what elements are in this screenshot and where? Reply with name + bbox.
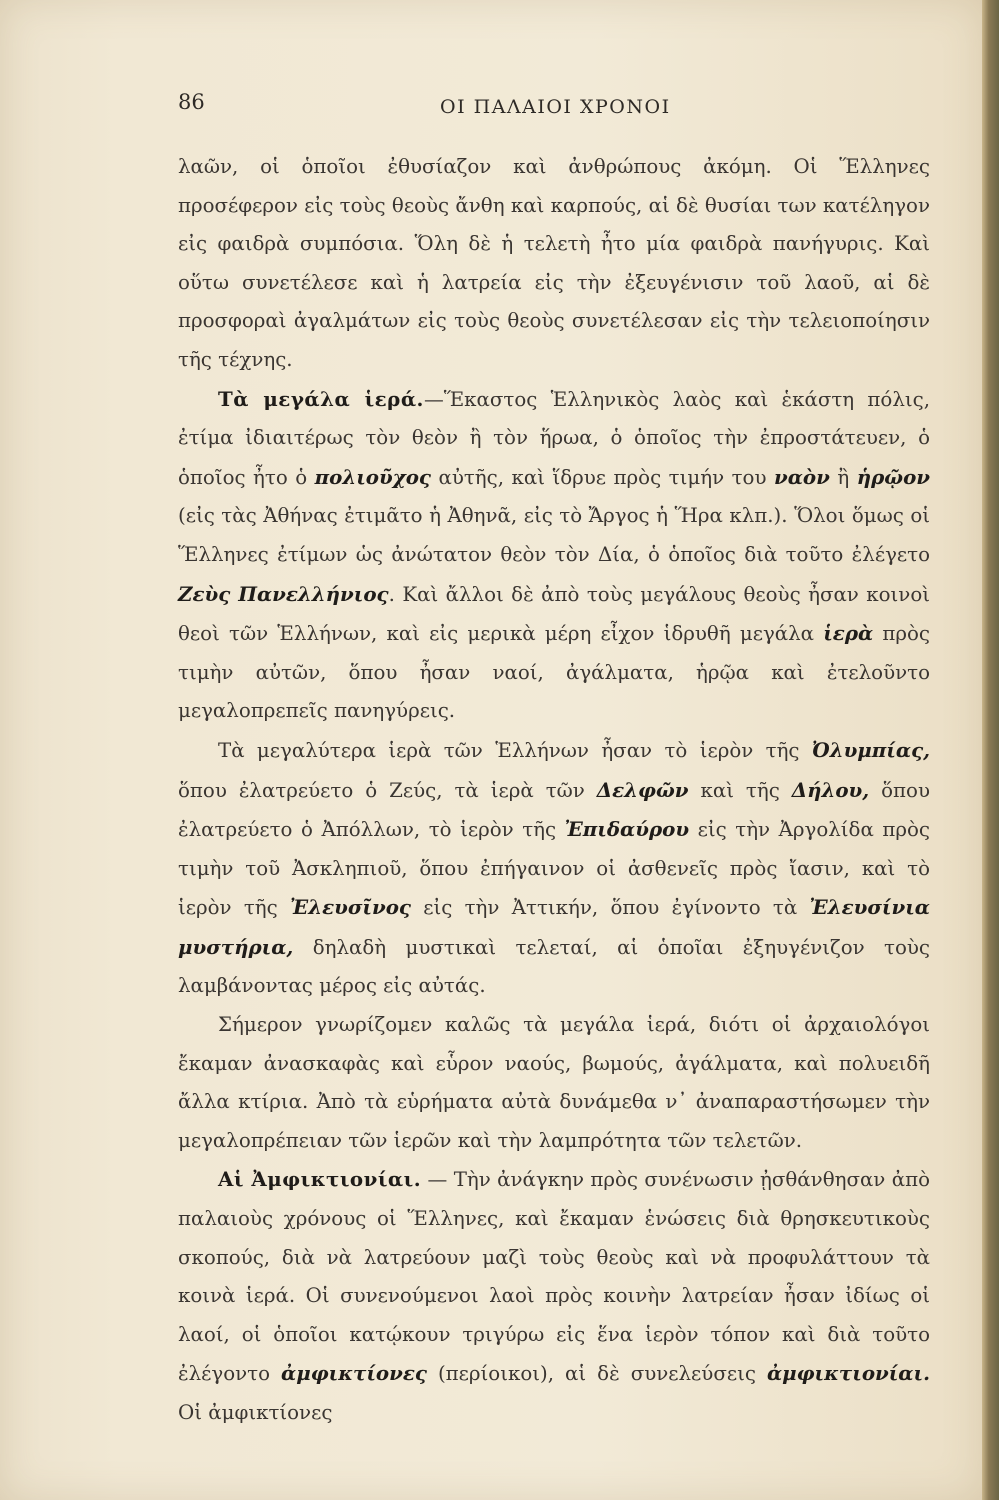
paragraph-4 <box>178 1006 930 1160</box>
text-run: εἰς τὴν Ἀργολίδα πρὸς τιμὴν τοῦ Ἀσκληπιοῦ, ὅπου ἐπήγαινον οἱ ἀσθενεῖς πρὸς ἴασιν, καὶ τὸ ἱερὸν τῆς <box>178 818 930 920</box>
emphasis-term: Ὀλυμπίας, <box>811 737 930 762</box>
body-text <box>178 148 930 1433</box>
emphasis-term: Ἐλευσίνια μυστήρια, <box>178 895 930 959</box>
emphasis-term: ἀμφικτιονίαι. <box>766 1361 930 1386</box>
emphasis-term: Δήλου, <box>791 777 870 802</box>
text-run: ὅπου ἐλατρεύετο ὁ Ἀπόλλων, τὸ ἱερὸν τῆς <box>178 778 930 842</box>
text-run: λαῶν, οἱ ὁποῖοι ἐθυσίαζον καὶ ἀνθρώπους ἀκόμη. Οἱ Ἕλληνες προσέφερον εἰς τοὺς θεοὺς ἄνθη καὶ καρπούς, αἱ δὲ θυσίαι των κατέληγον εἰς φαιδρὰ συμπόσια. Ὅλη δὲ ἡ τελετὴ ἦτο μία φαιδρὰ πανήγυρις. Καὶ οὕτω συνετέλεσε καὶ ἡ λατρεία εἰς τὴν ἐξευγένισιν τοῦ λαοῦ, αἱ δὲ προσφοραὶ ἀγαλμάτων εἰς τοὺς θεοὺς συνετέλεσαν εἰς τὴν τελειοποίησιν τῆς τέχνης. <box>178 155 930 371</box>
emphasis-term: Δελφῶν <box>596 777 689 802</box>
text-run: (περίοικοι), αἱ δὲ συνελεύσεις <box>426 1362 767 1386</box>
paragraph-2 <box>178 380 930 731</box>
emphasis-term: ναὸν <box>773 464 830 489</box>
text-run: — Τὴν ἀνάγκην πρὸς συνένωσιν ᾐσθάνθησαν ἀπὸ παλαιοὺς χρόνους οἱ Ἕλληνες, καὶ ἔκαμαν ἑνώσεις διὰ θρησκευτικοὺς σκοπούς, διὰ νὰ λατρεύουν μαζὶ τοὺς θεοὺς καὶ νὰ προφυλάττουν τὰ κοινὰ ἱερά. Οἱ συνενούμενοι λαοὶ πρὸς κοινὴν λατρείαν ἦσαν ἰδίως οἱ λαοί, οἱ ὁποῖοι κατῴκουν τριγύρω εἰς ἕνα ἱερὸν τόπον καὶ διὰ τοῦτο ἐλέγοντο <box>178 1168 931 1386</box>
page-header <box>178 90 938 130</box>
text-run: ὅπου ἐλατρεύετο ὁ Ζεύς, τὰ ἱερὰ τῶν <box>178 778 597 802</box>
paragraph-5 <box>178 1160 930 1432</box>
text-run: Οἱ ἀμφικτίονες <box>178 1401 333 1424</box>
text-run: εἰς τὴν Ἀττικήν, ὅπου ἐγίνοντο τὰ <box>410 896 810 920</box>
paragraph-1 <box>178 148 930 380</box>
text-run: ἢ <box>829 465 857 489</box>
page-edge <box>982 0 999 1500</box>
text-run: (εἰς τὰς Ἀθήνας ἐτιμᾶτο ἡ Ἀθηνᾶ, εἰς τὸ Ἄργος ἡ Ἥρα κλπ.). Ὅλοι ὅμως οἱ Ἕλληνες ἐτίμων ὡς ἀνώτατον θεὸν τὸν Δία, ὁ ὁποῖος διὰ τοῦτο ἐλέγετο <box>178 504 930 566</box>
text-run: Σήμερον γνωρίζομεν καλῶς τὰ μεγάλα ἱερά, διότι οἱ ἀρχαιολόγοι ἔκαμαν ἀνασκαφὰς καὶ εὗρον ναούς, βωμούς, ἀγάλματα, καὶ πολυειδῆ ἄλλα κτίρια. Ἀπὸ τὰ εὑρήματα αὐτὰ δυνάμεθα ν᾽ ἀναπαραστήσωμεν τὴν μεγαλοπρέπειαν τῶν ἱερῶν καὶ τὴν λαμπρότητα τῶν τελετῶν. <box>178 1013 930 1152</box>
text-run: δηλαδὴ μυστικαὶ τελεταί, αἱ ὁποῖαι ἐξηυγένιζον τοὺς λαμβάνοντας μέρος εἰς αὐτάς. <box>178 935 930 998</box>
page-number: 86 <box>178 90 205 114</box>
emphasis-term: Ἐπιδαύρου <box>564 817 690 842</box>
text-run: πρὸς τιμὴν αὐτῶν, ὅπου ἦσαν ναοί, ἀγάλματα, ἡρῷα καὶ ἐτελοῦντο μεγαλοπρεπεῖς πανηγύρεις. <box>178 622 930 723</box>
emphasis-term: Ζεὺς Πανελλήνιος <box>178 581 389 606</box>
emphasis-term: ἱερὰ <box>823 621 874 646</box>
emphasis-term: ἀμφικτίονες <box>281 1361 427 1386</box>
text-run: καὶ τῆς <box>688 778 792 802</box>
paragraph-3 <box>178 731 930 1006</box>
emphasis-term: ἡρῷον <box>856 464 930 489</box>
section-heading-amphictyonies: Αἱ Ἀμφικτιονίαι. <box>218 1167 422 1192</box>
emphasis-term: πολιοῦχος <box>314 464 431 489</box>
section-heading-sacred-sites: Τὰ μεγάλα ἱερά. <box>218 386 424 411</box>
text-run: αὐτῆς, καὶ ἵδρυε πρὸς τιμήν του <box>430 465 774 489</box>
text-run: . Καὶ ἄλλοι δὲ ἀπὸ τοὺς μεγάλους θεοὺς ἦσαν κοινοὶ θεοὶ τῶν Ἑλλήνων, καὶ εἰς μερικὰ μέρη εἶχον ἱδρυθῆ μεγάλα <box>178 582 930 646</box>
running-title: ΟΙ ΠΑΛΑΙΟΙ ΧΡΟΝΟΙ <box>440 96 671 118</box>
text-run: —Ἕκαστος Ἑλληνικὸς λαὸς καὶ ἑκάστη πόλις, ἐτίμα ἰδιαιτέρως τὸν θεὸν ἢ τὸν ἥρωα, ὁ ὁποῖος τὴν ἐπροστάτευεν, ὁ ὁποῖος ἦτο ὁ <box>178 387 930 489</box>
emphasis-term: Ἐλευσῖνος <box>290 895 411 920</box>
text-run: Τὰ μεγαλύτερα ἱερὰ τῶν Ἑλλήνων ἦσαν τὸ ἱερὸν τῆς <box>218 738 812 762</box>
